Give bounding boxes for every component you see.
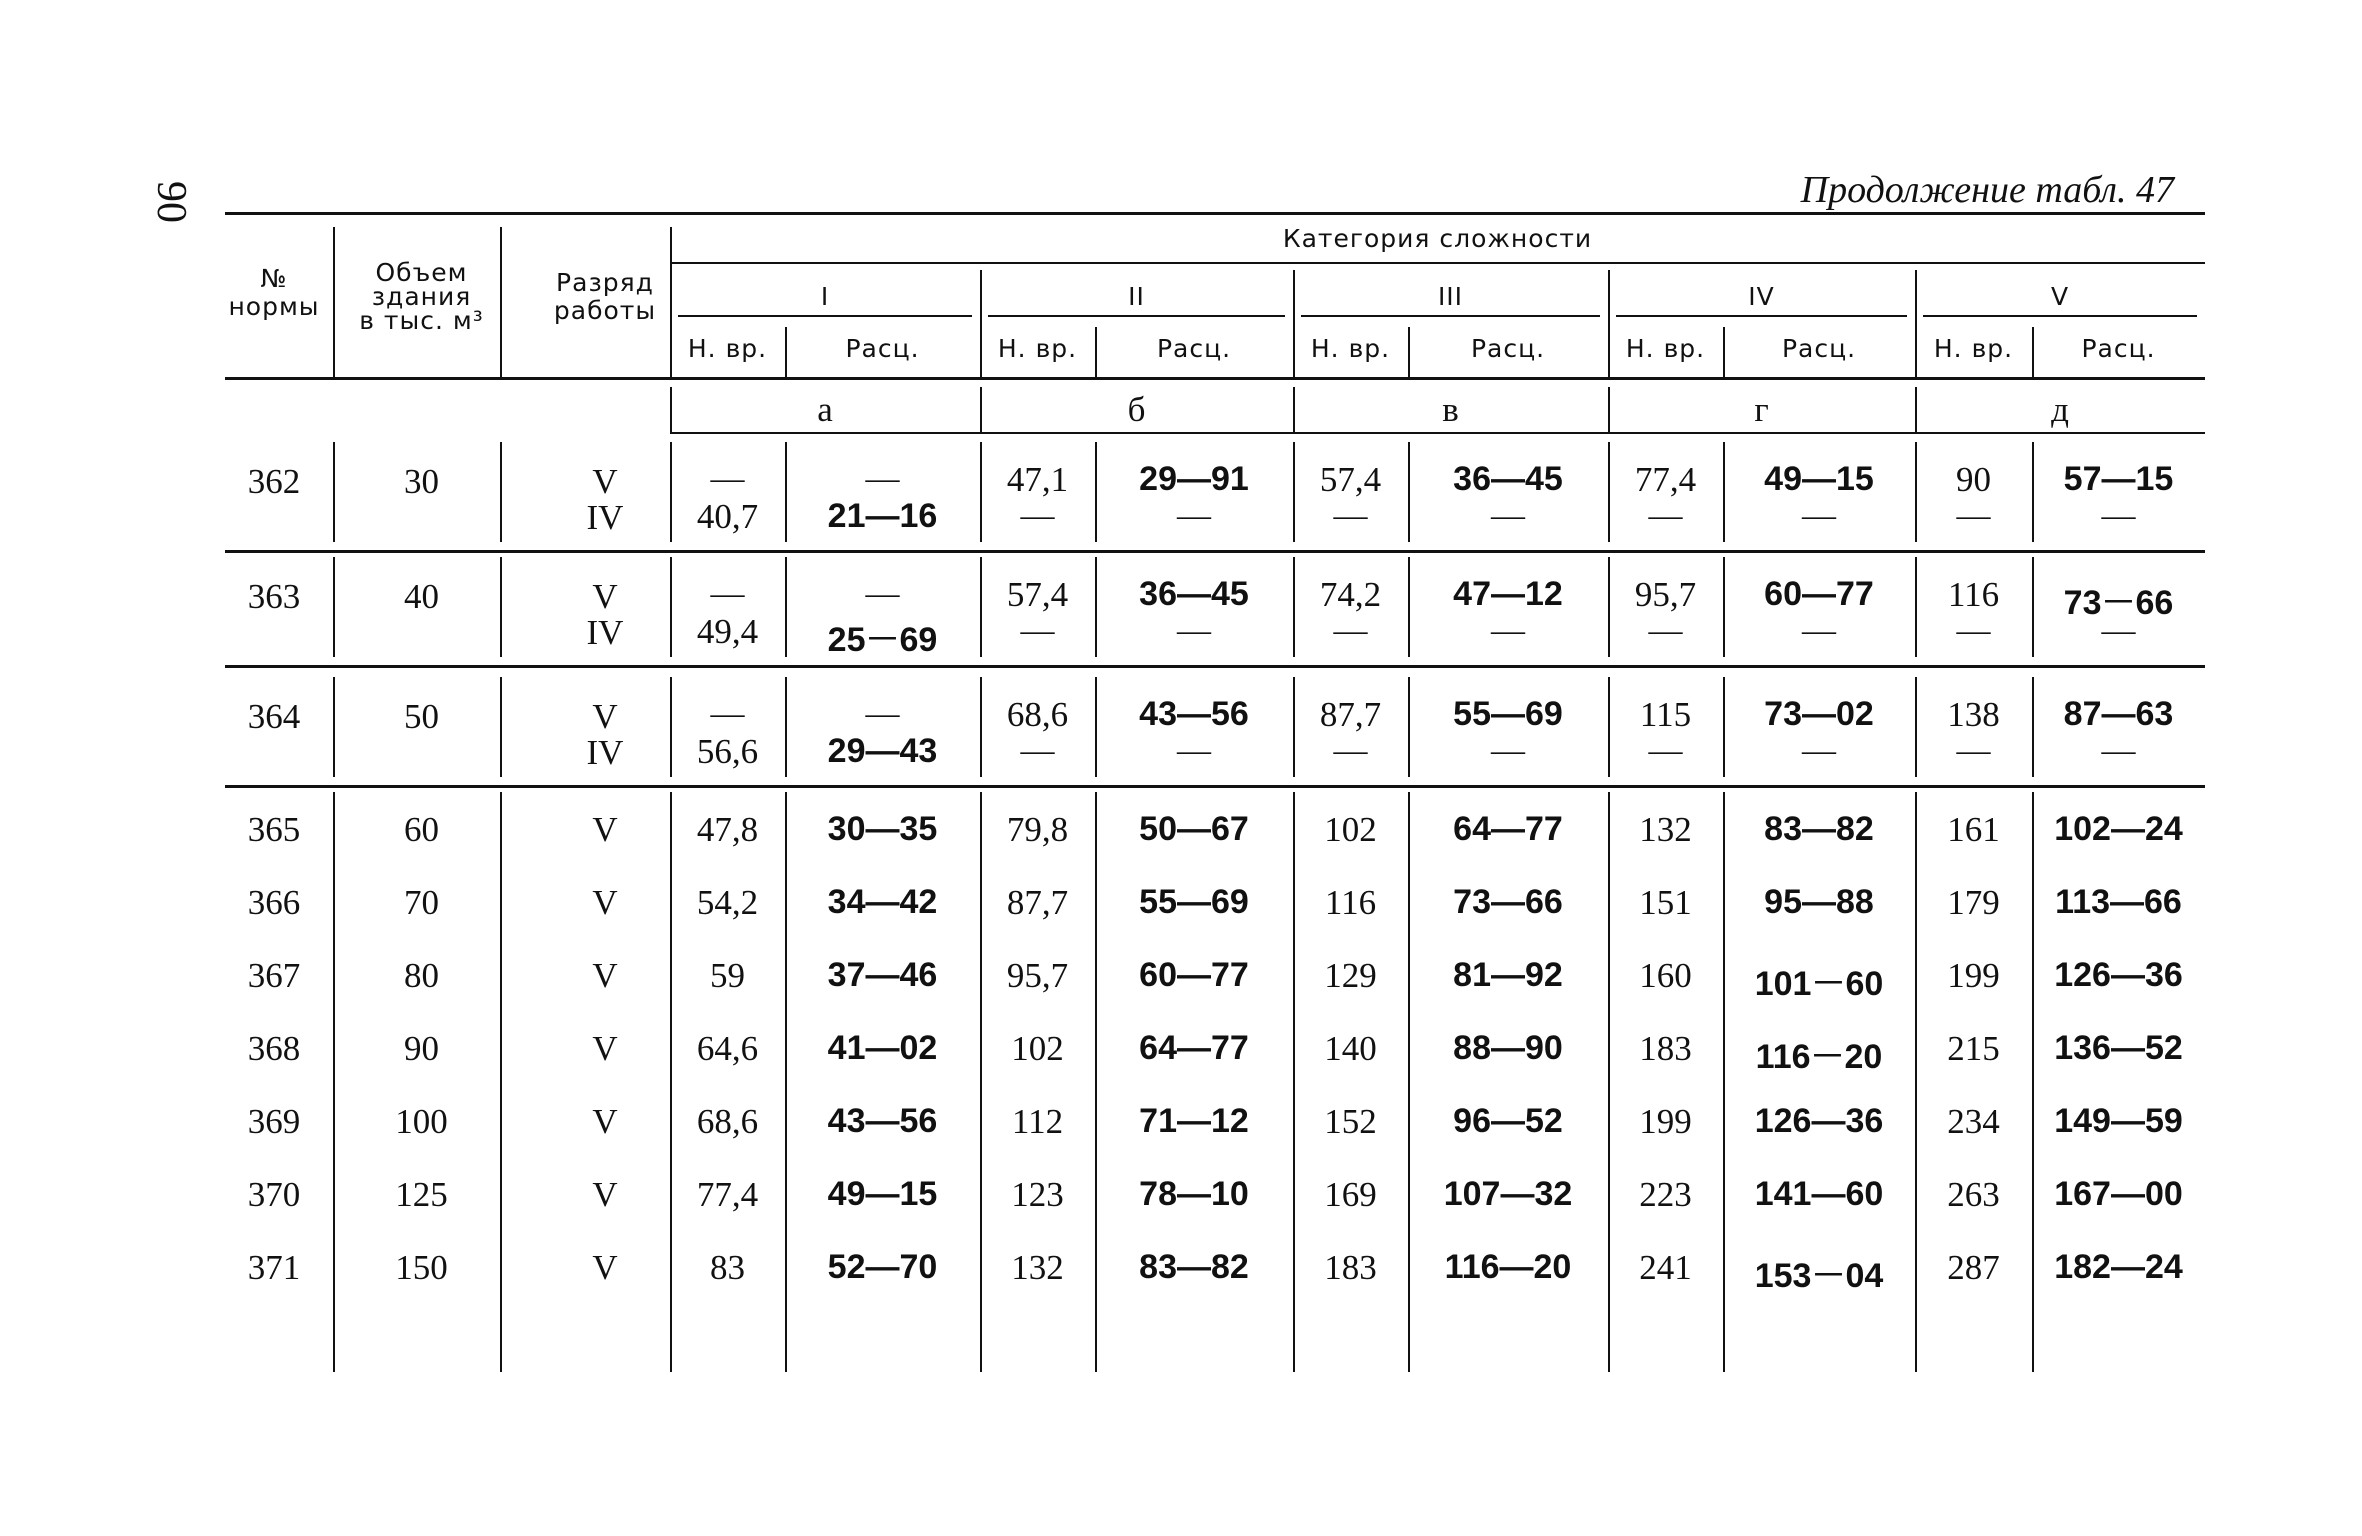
cell-rate: 64—77 xyxy=(1139,1029,1249,1067)
row-vrule xyxy=(1095,677,1097,777)
row-volume: 150 xyxy=(395,1248,448,1287)
cell-time: 234 xyxy=(1947,1102,2000,1141)
cell-time-top: 115 xyxy=(1639,695,1692,734)
cell-time-top: 77,4 xyxy=(1634,460,1697,499)
body-vrule xyxy=(1408,792,1410,1372)
row-no: 364 xyxy=(247,697,301,736)
cell-rate: 55—69 xyxy=(1139,883,1249,921)
header-time: Н. вр. xyxy=(1310,334,1391,363)
table-top-rule xyxy=(225,212,2205,215)
header-letter: а xyxy=(817,390,833,429)
cell-time: 199 xyxy=(1947,956,2000,995)
cell-time-top: 74,2 xyxy=(1319,575,1382,614)
row-volume: 60 xyxy=(404,810,439,849)
cell-rate: 167—00 xyxy=(2054,1175,2183,1213)
body-vrule xyxy=(1293,792,1295,1372)
cell-rate-top: 57—15 xyxy=(2063,460,2174,498)
cell-rate-top: 87—63 xyxy=(2063,695,2174,733)
cell-rate-bottom: — xyxy=(1177,732,1211,769)
cell-time-top: — xyxy=(710,695,745,732)
header-rate: Расц. xyxy=(1781,334,1857,363)
row-vrule xyxy=(1408,442,1410,542)
row-vrule xyxy=(1608,557,1610,657)
cell-time: 160 xyxy=(1639,956,1692,995)
level-rule xyxy=(678,315,972,317)
header-vrule xyxy=(1723,327,1725,377)
row-vrule xyxy=(333,557,335,657)
row-no: 363 xyxy=(247,577,301,616)
level-rule xyxy=(1923,315,2197,317)
header-time: Н. вр. xyxy=(687,334,768,363)
row-vrule xyxy=(1408,557,1410,657)
row-vrule xyxy=(1293,677,1295,777)
header-level-5: V xyxy=(2050,282,2070,311)
cell-rate: 96—52 xyxy=(1453,1102,1563,1140)
row-vrule xyxy=(980,442,982,542)
cell-time: 123 xyxy=(1011,1175,1064,1214)
cell-rate-bottom: — xyxy=(1802,497,1836,534)
row-grade: V xyxy=(592,462,618,501)
header-vrule xyxy=(1408,327,1410,377)
row-vrule xyxy=(785,557,787,657)
cell-time-bottom: 56,6 xyxy=(696,732,759,771)
header-time: Н. вр. xyxy=(997,334,1078,363)
row-rule xyxy=(225,550,2205,553)
cell-rate: 43—56 xyxy=(827,1102,938,1140)
cell-rate: 126—36 xyxy=(1754,1102,1884,1140)
cell-time: 223 xyxy=(1639,1175,1692,1214)
level-rule xyxy=(1301,315,1600,317)
cell-rate: 153－04 xyxy=(1754,1257,1884,1295)
cell-time: 151 xyxy=(1639,883,1692,922)
cell-time-top: 95,7 xyxy=(1634,575,1697,614)
cell-rate: 101－60 xyxy=(1754,965,1884,1003)
header-bottom-rule xyxy=(225,377,2205,380)
row-vrule xyxy=(2032,442,2034,542)
cell-time: 215 xyxy=(1947,1029,2000,1068)
cell-rate: 60—77 xyxy=(1139,956,1249,994)
cell-rate-top: 36—45 xyxy=(1139,575,1249,613)
header-level-3: III xyxy=(1437,282,1464,311)
row-vrule xyxy=(333,677,335,777)
row-vrule xyxy=(980,677,982,777)
cell-rate: 50—67 xyxy=(1139,810,1249,848)
cell-rate: 37—46 xyxy=(827,956,938,994)
cell-rate: 116—20 xyxy=(1444,1248,1572,1286)
category-rule xyxy=(670,262,2205,264)
body-vrule xyxy=(1095,792,1097,1372)
row-vrule xyxy=(1095,557,1097,657)
header-letter: б xyxy=(1127,390,1146,429)
row-vrule xyxy=(785,442,787,542)
row-vrule xyxy=(500,442,502,542)
cell-rate-bottom: — xyxy=(1491,732,1525,769)
cell-time-bottom: — xyxy=(1956,612,1991,649)
header-vrule xyxy=(1608,270,1610,378)
header-letter: в xyxy=(1442,390,1459,429)
cell-rate: 107—32 xyxy=(1443,1175,1573,1213)
header-vrule xyxy=(1915,270,1917,378)
row-no: 371 xyxy=(247,1248,301,1287)
cell-rate-bottom: 25－69 xyxy=(827,621,938,659)
cell-rate-top: 49—15 xyxy=(1764,460,1874,498)
row-vrule xyxy=(1915,442,1917,542)
cell-rate-bottom: — xyxy=(1177,612,1211,649)
header-vrule xyxy=(785,327,787,377)
cell-time-top: — xyxy=(710,460,745,497)
body-vrule xyxy=(2032,792,2034,1372)
letters-vrule xyxy=(980,387,982,432)
row-vrule xyxy=(500,677,502,777)
cell-time-bottom: — xyxy=(1648,732,1683,769)
row-no: 368 xyxy=(247,1029,301,1068)
row-vrule xyxy=(1608,442,1610,542)
cell-time: 59 xyxy=(710,956,745,995)
cell-time-bottom: — xyxy=(1956,732,1991,769)
row-grade: V xyxy=(592,1102,618,1141)
row-vrule xyxy=(500,557,502,657)
cell-rate: 64—77 xyxy=(1453,810,1563,848)
header-no: нормы xyxy=(228,292,320,321)
cell-time: 152 xyxy=(1324,1102,1377,1141)
cell-rate: 126—36 xyxy=(2054,956,2183,994)
cell-rate: 182—24 xyxy=(2054,1248,2183,1286)
cell-rate: 102—24 xyxy=(2054,810,2183,848)
cell-rate-top: 29—91 xyxy=(1139,460,1249,498)
cell-rate: 149—59 xyxy=(2054,1102,2183,1140)
row-volume: 40 xyxy=(404,577,439,616)
cell-rate: 116－20 xyxy=(1755,1038,1883,1076)
row-grade: V xyxy=(592,1248,618,1287)
body-vrule xyxy=(1608,792,1610,1372)
cell-time: 169 xyxy=(1324,1175,1377,1214)
row-vrule xyxy=(1723,677,1725,777)
letters-vrule xyxy=(1915,387,1917,432)
cell-time-top: — xyxy=(710,575,745,612)
cell-rate-top: 73—02 xyxy=(1764,695,1874,733)
header-vrule xyxy=(1293,270,1295,378)
header-vrule xyxy=(1095,327,1097,377)
cell-rate: 30—35 xyxy=(827,810,938,848)
header-vrule xyxy=(500,227,502,377)
cell-time: 116 xyxy=(1324,883,1377,922)
row-no: 370 xyxy=(247,1175,301,1214)
row-vrule xyxy=(1293,442,1295,542)
cell-rate: 78—10 xyxy=(1139,1175,1249,1213)
header-vrule xyxy=(2032,327,2034,377)
cell-rate: 141—60 xyxy=(1754,1175,1884,1213)
body-vrule xyxy=(500,792,502,1372)
cell-time: 129 xyxy=(1324,956,1377,995)
row-no: 367 xyxy=(247,956,301,995)
cell-time-bottom: — xyxy=(1648,612,1683,649)
cell-rate: 49—15 xyxy=(827,1175,938,1213)
row-volume: 30 xyxy=(404,462,439,501)
row-rule xyxy=(225,665,2205,668)
row-vrule xyxy=(785,677,787,777)
level-rule xyxy=(988,315,1285,317)
cell-time: 79,8 xyxy=(1006,810,1069,849)
row-vrule xyxy=(333,442,335,542)
header-vrule xyxy=(333,227,335,377)
row-no: 362 xyxy=(247,462,301,501)
cell-rate-bottom: — xyxy=(1491,612,1525,649)
cell-rate-bottom: — xyxy=(2101,612,2136,649)
cell-rate: 83—82 xyxy=(1764,810,1874,848)
cell-rate: 71—12 xyxy=(1139,1102,1249,1140)
cell-time-top: 116 xyxy=(1947,575,2000,614)
cell-time-bottom: — xyxy=(1333,612,1368,649)
row-vrule xyxy=(1723,442,1725,542)
cell-time: 68,6 xyxy=(696,1102,759,1141)
row-vrule xyxy=(670,557,672,657)
cell-time: 179 xyxy=(1947,883,2000,922)
cell-time: 199 xyxy=(1639,1102,1692,1141)
header-rate: Расц. xyxy=(1156,334,1232,363)
row-grade-2: IV xyxy=(586,498,624,537)
row-vrule xyxy=(1408,677,1410,777)
header-volume: Объем xyxy=(375,258,468,287)
cell-time: 183 xyxy=(1324,1248,1377,1287)
cell-time-bottom: — xyxy=(1333,732,1368,769)
header-grade: работы xyxy=(553,296,657,325)
cell-time: 87,7 xyxy=(1006,883,1069,922)
row-no: 365 xyxy=(247,810,301,849)
cell-rate: 95—88 xyxy=(1764,883,1874,921)
cell-time: 287 xyxy=(1947,1248,2000,1287)
cell-time: 77,4 xyxy=(696,1175,759,1214)
header-time: Н. вр. xyxy=(1625,334,1706,363)
cell-time-bottom: — xyxy=(1648,497,1683,534)
cell-time: 263 xyxy=(1947,1175,2000,1214)
header-no: № xyxy=(260,264,288,293)
cell-rate-top: 55—69 xyxy=(1453,695,1563,733)
page-number: 90 xyxy=(148,181,194,223)
header-level-1: I xyxy=(820,282,830,311)
row-grade: V xyxy=(592,1029,618,1068)
header-rate: Расц. xyxy=(1470,334,1546,363)
cell-time-bottom: — xyxy=(1956,497,1991,534)
cell-rate: 81—92 xyxy=(1453,956,1563,994)
cell-time-top: 68,6 xyxy=(1006,695,1069,734)
cell-rate: 34—42 xyxy=(827,883,938,921)
row-vrule xyxy=(1293,557,1295,657)
cell-rate-bottom: — xyxy=(2101,497,2136,534)
cell-time: 241 xyxy=(1639,1248,1692,1287)
cell-time: 95,7 xyxy=(1006,956,1069,995)
row-grade: V xyxy=(592,697,618,736)
cell-rate-bottom: — xyxy=(1491,497,1525,534)
row-grade-2: IV xyxy=(586,733,624,772)
header-level-4: IV xyxy=(1748,282,1775,311)
row-vrule xyxy=(670,677,672,777)
row-vrule xyxy=(670,442,672,542)
letters-vrule xyxy=(670,387,672,432)
header-time: Н. вр. xyxy=(1933,334,2014,363)
cell-time: 132 xyxy=(1011,1248,1064,1287)
cell-time-top: 57,4 xyxy=(1006,575,1069,614)
row-grade: V xyxy=(592,810,618,849)
row-volume: 70 xyxy=(404,883,439,922)
table-caption: Продолжение табл. 47 xyxy=(1800,169,2174,211)
cell-rate-top: 73－66 xyxy=(2063,584,2174,622)
cell-rate-bottom: — xyxy=(1802,732,1836,769)
level-rule xyxy=(1616,315,1907,317)
header-rate: Расц. xyxy=(2081,334,2156,363)
row-volume: 80 xyxy=(404,956,439,995)
cell-time: 183 xyxy=(1639,1029,1692,1068)
row-vrule xyxy=(980,557,982,657)
cell-rate-top: — xyxy=(865,695,900,732)
cell-time-top: 87,7 xyxy=(1319,695,1382,734)
header-letter: г xyxy=(1754,390,1769,429)
row-volume: 50 xyxy=(404,697,439,736)
cell-rate-top: 36—45 xyxy=(1453,460,1563,498)
row-vrule xyxy=(2032,677,2034,777)
cell-rate: 88—90 xyxy=(1453,1029,1563,1067)
header-rate: Расц. xyxy=(845,334,920,363)
row-volume: 90 xyxy=(404,1029,439,1068)
body-vrule xyxy=(1723,792,1725,1372)
header-level-2: II xyxy=(1128,282,1145,311)
row-no: 366 xyxy=(247,883,301,922)
header-letter: д xyxy=(2051,390,2069,429)
letters-vrule xyxy=(1608,387,1610,432)
cell-time: 161 xyxy=(1947,810,2000,849)
row-vrule xyxy=(1915,557,1917,657)
cell-time: 140 xyxy=(1324,1029,1377,1068)
cell-rate-top: — xyxy=(865,575,900,612)
row-vrule xyxy=(1608,677,1610,777)
row-vrule xyxy=(1095,442,1097,542)
cell-time-bottom: 49,4 xyxy=(696,612,759,651)
row-grade: V xyxy=(592,1175,618,1214)
cell-time: 112 xyxy=(1011,1102,1064,1141)
header-vrule xyxy=(980,270,982,378)
cell-rate: 52—70 xyxy=(827,1248,938,1286)
cell-time-bottom: — xyxy=(1333,497,1368,534)
cell-rate-top: — xyxy=(865,460,900,497)
letters-rule xyxy=(670,432,2205,434)
cell-rate-bottom: — xyxy=(1177,497,1211,534)
cell-rate-top: 47—12 xyxy=(1453,575,1563,613)
body-vrule xyxy=(1915,792,1917,1372)
row-no: 369 xyxy=(247,1102,301,1141)
header-vrule xyxy=(670,227,672,377)
cell-rate: 41—02 xyxy=(827,1029,938,1067)
body-vrule xyxy=(670,792,672,1372)
cell-rate: 73—66 xyxy=(1453,883,1563,921)
header-category: Категория сложности xyxy=(1282,224,1593,253)
cell-time-top: 47,1 xyxy=(1006,460,1069,499)
cell-time-top: 57,4 xyxy=(1319,460,1382,499)
header-volume: здания xyxy=(371,282,472,311)
cell-time: 64,6 xyxy=(696,1029,759,1068)
cell-time-top: 90 xyxy=(1956,460,1991,499)
cell-time-bottom: — xyxy=(1020,612,1055,649)
cell-rate-bottom: — xyxy=(2101,732,2136,769)
cell-time-top: 138 xyxy=(1947,695,2000,734)
row-vrule xyxy=(2032,557,2034,657)
cell-time: 47,8 xyxy=(696,810,759,849)
cell-time: 83 xyxy=(710,1248,745,1287)
letters-vrule xyxy=(1293,387,1295,432)
cell-time: 102 xyxy=(1324,810,1377,849)
cell-rate-bottom: — xyxy=(1802,612,1836,649)
cell-rate-top: 60—77 xyxy=(1764,575,1874,613)
cell-time-bottom: — xyxy=(1020,732,1055,769)
cell-time-bottom: 40,7 xyxy=(696,497,759,536)
cell-rate: 83—82 xyxy=(1139,1248,1249,1286)
cell-time: 54,2 xyxy=(696,883,759,922)
row-grade: V xyxy=(592,956,618,995)
row-grade: V xyxy=(592,883,618,922)
cell-time: 102 xyxy=(1011,1029,1064,1068)
row-grade: V xyxy=(592,577,618,616)
body-vrule xyxy=(980,792,982,1372)
header-grade: Разряд xyxy=(556,268,654,297)
cell-rate: 113—66 xyxy=(2055,883,2182,921)
body-vrule xyxy=(333,792,335,1372)
cell-rate-bottom: 21—16 xyxy=(827,497,938,535)
header-volume: в тыс. м³ xyxy=(359,306,484,335)
row-vrule xyxy=(1915,677,1917,777)
row-vrule xyxy=(1723,557,1725,657)
cell-time-bottom: — xyxy=(1020,497,1055,534)
row-rule xyxy=(225,785,2205,788)
row-volume: 100 xyxy=(395,1102,448,1141)
row-volume: 125 xyxy=(395,1175,448,1214)
cell-time: 132 xyxy=(1639,810,1692,849)
cell-rate-bottom: 29—43 xyxy=(827,732,938,770)
cell-rate-top: 43—56 xyxy=(1139,695,1249,733)
body-vrule xyxy=(785,792,787,1372)
cell-rate: 136—52 xyxy=(2054,1029,2183,1067)
row-grade-2: IV xyxy=(586,613,624,652)
